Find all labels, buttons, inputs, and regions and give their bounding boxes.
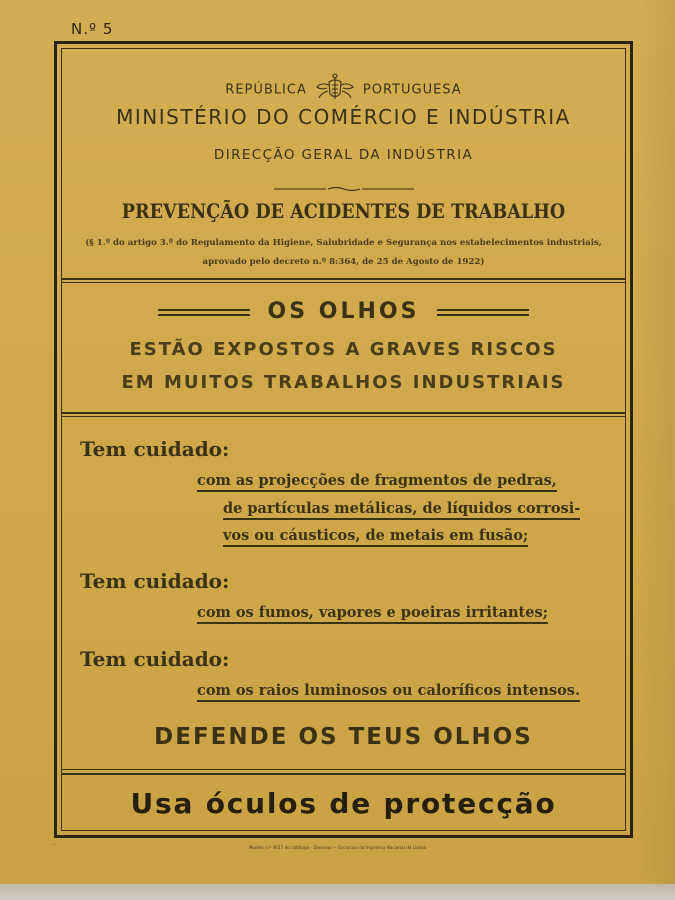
left-rule [158,306,250,319]
section-divider-3 [62,769,625,770]
caution-2-line-1: com os fumos, vapores e poeiras irritantes; [197,604,548,624]
caution-label-2: Tem cuidado: [80,569,230,593]
coat-of-arms-icon [315,73,355,107]
legal-note-line2: aprovado pelo decreto n.º 8:364, de 25 de Agosto de 1922) [202,257,485,267]
caution-1-line-3: vos ou cáusticos, de metais em fusão; [223,527,528,547]
os-olhos-text: OS OLHOS [267,299,420,324]
warning-line-2: EM MUITOS TRABALHOS INDUSTRIAIS [121,372,566,393]
footer-code: — [52,842,56,846]
republica-right: PORTUGUESA [362,82,462,98]
poster-frame [54,41,633,838]
footer-printer-note: Modelo n.º 4617 do catálogo - Diversos — Exclusivo da Imprensa Nacional de Lisboa [248,845,427,850]
caution-label-1: Tem cuidado: [80,437,230,461]
direccao-heading: DIRECÇÃO GERAL DA INDÚSTRIA [213,147,474,163]
poster-inner-frame [61,48,626,831]
caution-label-3: Tem cuidado: [80,647,230,671]
section-divider-1b [62,282,625,283]
usa-oculos-heading: Usa óculos de protecção [130,787,557,820]
section-divider-2b [62,416,625,417]
republica-left: REPÚBLICA [225,82,307,98]
defende-heading: DEFENDE OS TEUS OLHOS [154,724,533,750]
right-rule [437,306,529,319]
os-olhos-heading [62,299,625,324]
poster-number: N.º 5 [71,20,114,38]
republica-line [62,73,625,107]
caution-1-line-2: de partículas metálicas, de líquidos corrosi- [223,500,580,520]
legal-note-line1: (§ 1.º do artigo 3.º do Regulamento da Higiene, Salubridade e Segurança nos estabelecimentos industriais, [85,238,602,248]
caution-3-line-1: com os raios luminosos ou caloríficos intensos. [197,682,580,702]
section-divider-2 [62,412,625,414]
caution-1-line-1: com as projecções de fragmentos de pedras, [197,472,557,492]
section-divider-3b [62,773,625,775]
warning-line-1: ESTÃO EXPOSTOS A GRAVES RISCOS [129,339,558,360]
ornament-divider [62,177,625,196]
ministerio-heading: MINISTÉRIO DO COMÉRCIO E INDÚSTRIA [116,105,571,129]
poster-title: PREVENÇÃO DE ACIDENTES DE TRABALHO [121,199,566,223]
paper-shadow [635,0,675,884]
wall-strip [0,884,675,900]
section-divider-1 [62,278,625,280]
